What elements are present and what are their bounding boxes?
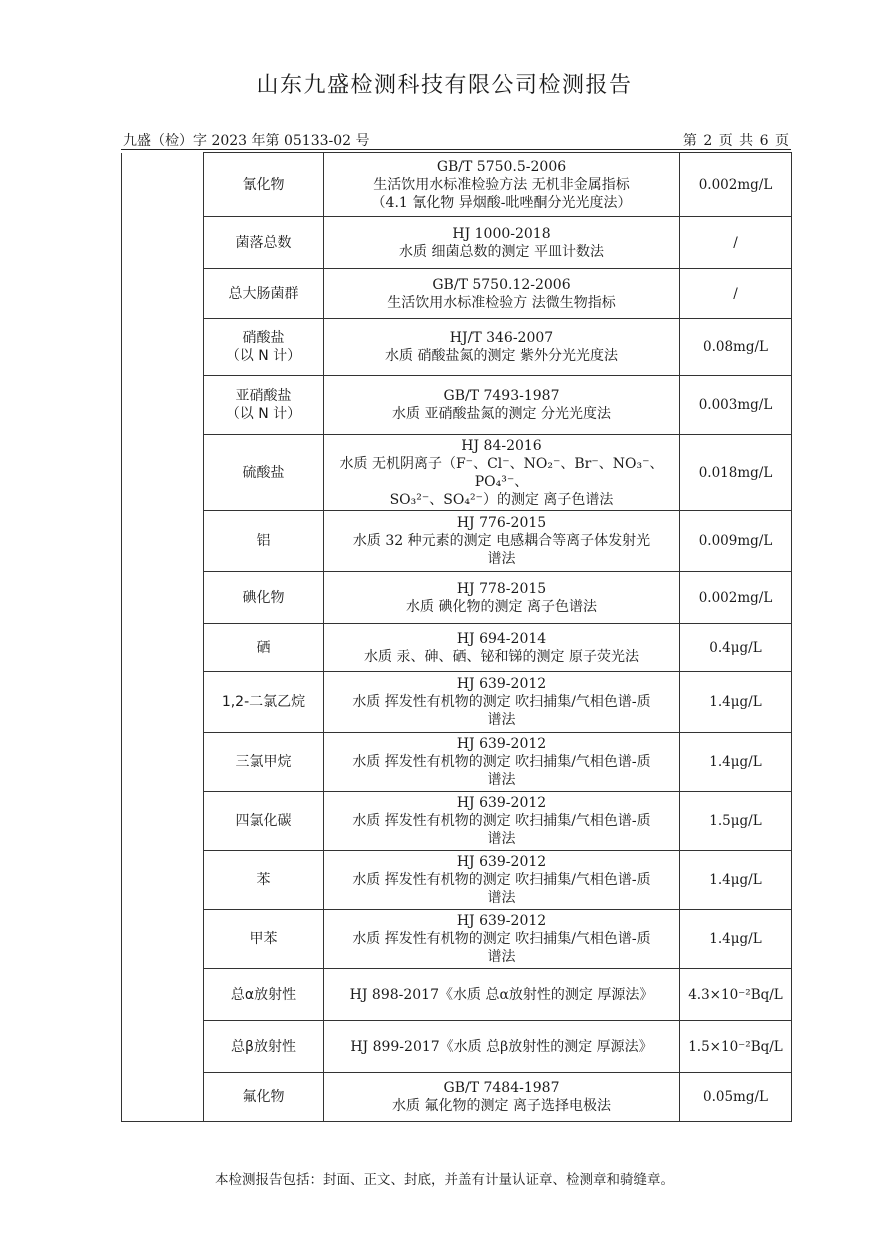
item-cell [204, 910, 324, 969]
method-line: 水质 挥发性有机物的测定 吹扫捕集/气相色谱-质 [352, 813, 651, 829]
item-cell [204, 153, 324, 217]
method-cell [324, 1073, 680, 1122]
method-line: 水质 挥发性有机物的测定 吹扫捕集/气相色谱-质 [352, 694, 651, 710]
method-line: HJ 84-2016 [461, 437, 542, 454]
table-row [122, 733, 792, 792]
method-line: 谱法 [487, 551, 516, 567]
method-cell [324, 376, 680, 435]
method-line: HJ 778-2015 [456, 580, 547, 597]
method-line: 水质 汞、砷、硒、铋和锑的测定 原子荧光法 [364, 648, 639, 665]
item-cell [204, 511, 324, 572]
detection-limit-cell: 4.3×10⁻²Bq/L [680, 969, 792, 1021]
table-row [122, 672, 792, 733]
detection-limit-cell: 1.5×10⁻²Bq/L [680, 1021, 792, 1073]
category-cell [122, 153, 204, 1122]
item-name: 总β放射性 [231, 1038, 296, 1055]
item-name: 甲苯 [249, 931, 278, 947]
results-table [121, 152, 792, 1122]
detection-limit-cell: 0.018mg/L [680, 435, 792, 511]
method-line: 水质 32 种元素的测定 电感耦合等离子体发射光 [352, 533, 651, 549]
method-cell [324, 672, 680, 733]
item-cell [204, 733, 324, 792]
item-name: 1,2-二氯乙烷 [221, 694, 306, 710]
method-line: 水质 氟化物的测定 离子选择电极法 [392, 1098, 611, 1114]
detection-limit-cell: 1.4μg/L [680, 672, 792, 733]
item-cell [204, 1073, 324, 1122]
results-table-body [122, 153, 792, 1122]
detection-limit-cell: 0.003mg/L [680, 376, 792, 435]
method-line: GB/T 7493-1987 [443, 388, 560, 404]
method-line: 生活饮用水标准检验方 法微生物指标 [387, 294, 616, 311]
method-line: HJ 639-2012 [456, 736, 547, 752]
item-cell [204, 319, 324, 376]
item-cell [204, 624, 324, 672]
table-row [122, 851, 792, 910]
item-name: 硝酸盐 [242, 330, 285, 346]
item-name: 总大肠菌群 [228, 285, 299, 302]
method-line: 水质 硝酸盐氮的测定 紫外分光光度法 [385, 348, 618, 364]
method-line: GB/T 5750.5-2006 [436, 158, 567, 175]
method-line: 水质 挥发性有机物的测定 吹扫捕集/气相色谱-质 [352, 872, 651, 888]
method-line: 水质 挥发性有机物的测定 吹扫捕集/气相色谱-质 [352, 931, 651, 947]
method-line: （4.1 氰化物 异烟酸-吡唑酮分光光度法） [371, 194, 632, 211]
method-cell [324, 1021, 680, 1073]
method-line: 谱法 [487, 712, 516, 728]
method-line: 谱法 [487, 890, 516, 906]
item-cell [204, 672, 324, 733]
method-line: HJ 1000-2018 [452, 225, 551, 242]
item-cell [204, 269, 324, 319]
method-line: HJ 776-2015 [456, 515, 547, 531]
item-name: 亚硝酸盐 [235, 388, 292, 404]
table-row [122, 1073, 792, 1122]
method-cell [324, 572, 680, 624]
table-row [122, 269, 792, 319]
method-line: GB/T 7484-1987 [443, 1080, 560, 1096]
detection-limit-cell: 1.4μg/L [680, 851, 792, 910]
method-cell [324, 792, 680, 851]
item-cell [204, 572, 324, 624]
table-row [122, 511, 792, 572]
method-line: HJ 694-2014 [456, 630, 547, 647]
header-rule [121, 149, 791, 150]
item-cell [204, 792, 324, 851]
detection-limit-cell: 0.002mg/L [680, 572, 792, 624]
item-name: 碘化物 [242, 589, 285, 606]
detection-limit-cell: 0.05mg/L [680, 1073, 792, 1122]
method-cell [324, 269, 680, 319]
method-line: HJ 639-2012 [456, 795, 547, 811]
method-cell [324, 511, 680, 572]
method-cell [324, 153, 680, 217]
detection-limit-cell: 0.4μg/L [680, 624, 792, 672]
method-cell [324, 910, 680, 969]
method-line: 水质 碘化物的测定 离子色谱法 [406, 598, 597, 615]
detection-limit-cell: / [680, 217, 792, 269]
method-cell [324, 217, 680, 269]
table-row [122, 376, 792, 435]
method-cell [324, 733, 680, 792]
table-row [122, 624, 792, 672]
item-name: 苯 [256, 872, 271, 888]
method-line: HJ/T 346-2007 [449, 330, 554, 346]
table-row [122, 153, 792, 217]
table-row [122, 435, 792, 511]
item-name: 四氯化碳 [235, 813, 292, 829]
method-line: SO₃²⁻、SO₄²⁻）的测定 离子色谱法 [389, 491, 614, 508]
method-cell [324, 969, 680, 1021]
method-line: HJ 639-2012 [456, 676, 547, 692]
method-cell [324, 319, 680, 376]
method-line: 水质 无机阴离子（F⁻、Cl⁻、NO₂⁻、Br⁻、NO₃⁻、PO₄³⁻、 [339, 455, 664, 490]
footer-note: 本检测报告包括：封面、正文、封底，并盖有计量认证章、检测章和骑缝章。 [215, 1172, 674, 1188]
method-line: HJ 899-2017《水质 总β放射性的测定 厚源法》 [350, 1038, 653, 1055]
method-line: 水质 细菌总数的测定 平皿计数法 [399, 243, 604, 260]
method-line: 谱法 [487, 949, 516, 965]
method-cell [324, 435, 680, 511]
detection-limit-cell: 1.4μg/L [680, 910, 792, 969]
item-name: 硒 [256, 639, 271, 656]
table-row [122, 792, 792, 851]
item-name: 铝 [256, 533, 271, 549]
item-name: 总α放射性 [230, 986, 297, 1003]
detection-limit-cell: 1.4μg/L [680, 733, 792, 792]
item-basis: （以 N 计） [225, 348, 302, 364]
method-line: HJ 639-2012 [456, 913, 547, 929]
detection-limit-cell: 0.009mg/L [680, 511, 792, 572]
method-line: HJ 898-2017《水质 总α放射性的测定 厚源法》 [349, 986, 654, 1003]
table-row [122, 572, 792, 624]
method-line: 谱法 [487, 831, 516, 847]
item-name: 菌落总数 [235, 234, 292, 251]
method-line: 谱法 [487, 772, 516, 788]
method-line: 水质 挥发性有机物的测定 吹扫捕集/气相色谱-质 [352, 754, 651, 770]
item-name: 硫酸盐 [242, 464, 285, 481]
item-name: 氰化物 [242, 176, 285, 193]
table-row [122, 217, 792, 269]
method-cell [324, 851, 680, 910]
item-cell [204, 435, 324, 511]
detection-limit-cell: / [680, 269, 792, 319]
item-name: 三氯甲烷 [235, 754, 292, 770]
item-cell [204, 969, 324, 1021]
item-cell [204, 851, 324, 910]
item-cell [204, 217, 324, 269]
detection-limit-cell: 0.002mg/L [680, 153, 792, 217]
item-cell [204, 1021, 324, 1073]
method-line: GB/T 5750.12-2006 [432, 276, 571, 293]
report-number: 九盛（检）字 2023 年第 05133-02 号 [123, 133, 370, 149]
table-row [122, 1021, 792, 1073]
method-cell [324, 624, 680, 672]
table-row [122, 969, 792, 1021]
detection-limit-cell: 1.5μg/L [680, 792, 792, 851]
item-basis: （以 N 计） [225, 406, 302, 422]
item-name: 氟化物 [242, 1089, 285, 1105]
report-title: 山东九盛检测科技有限公司检测报告 [256, 73, 633, 98]
table-row [122, 319, 792, 376]
item-cell [204, 376, 324, 435]
method-line: HJ 639-2012 [456, 854, 547, 870]
method-line: 生活饮用水标准检验方法 无机非金属指标 [373, 176, 630, 193]
method-line: 水质 亚硝酸盐氮的测定 分光光度法 [392, 406, 611, 422]
detection-limit-cell: 0.08mg/L [680, 319, 792, 376]
table-row [122, 910, 792, 969]
page-info: 第 2 页 共 6 页 [682, 133, 790, 149]
